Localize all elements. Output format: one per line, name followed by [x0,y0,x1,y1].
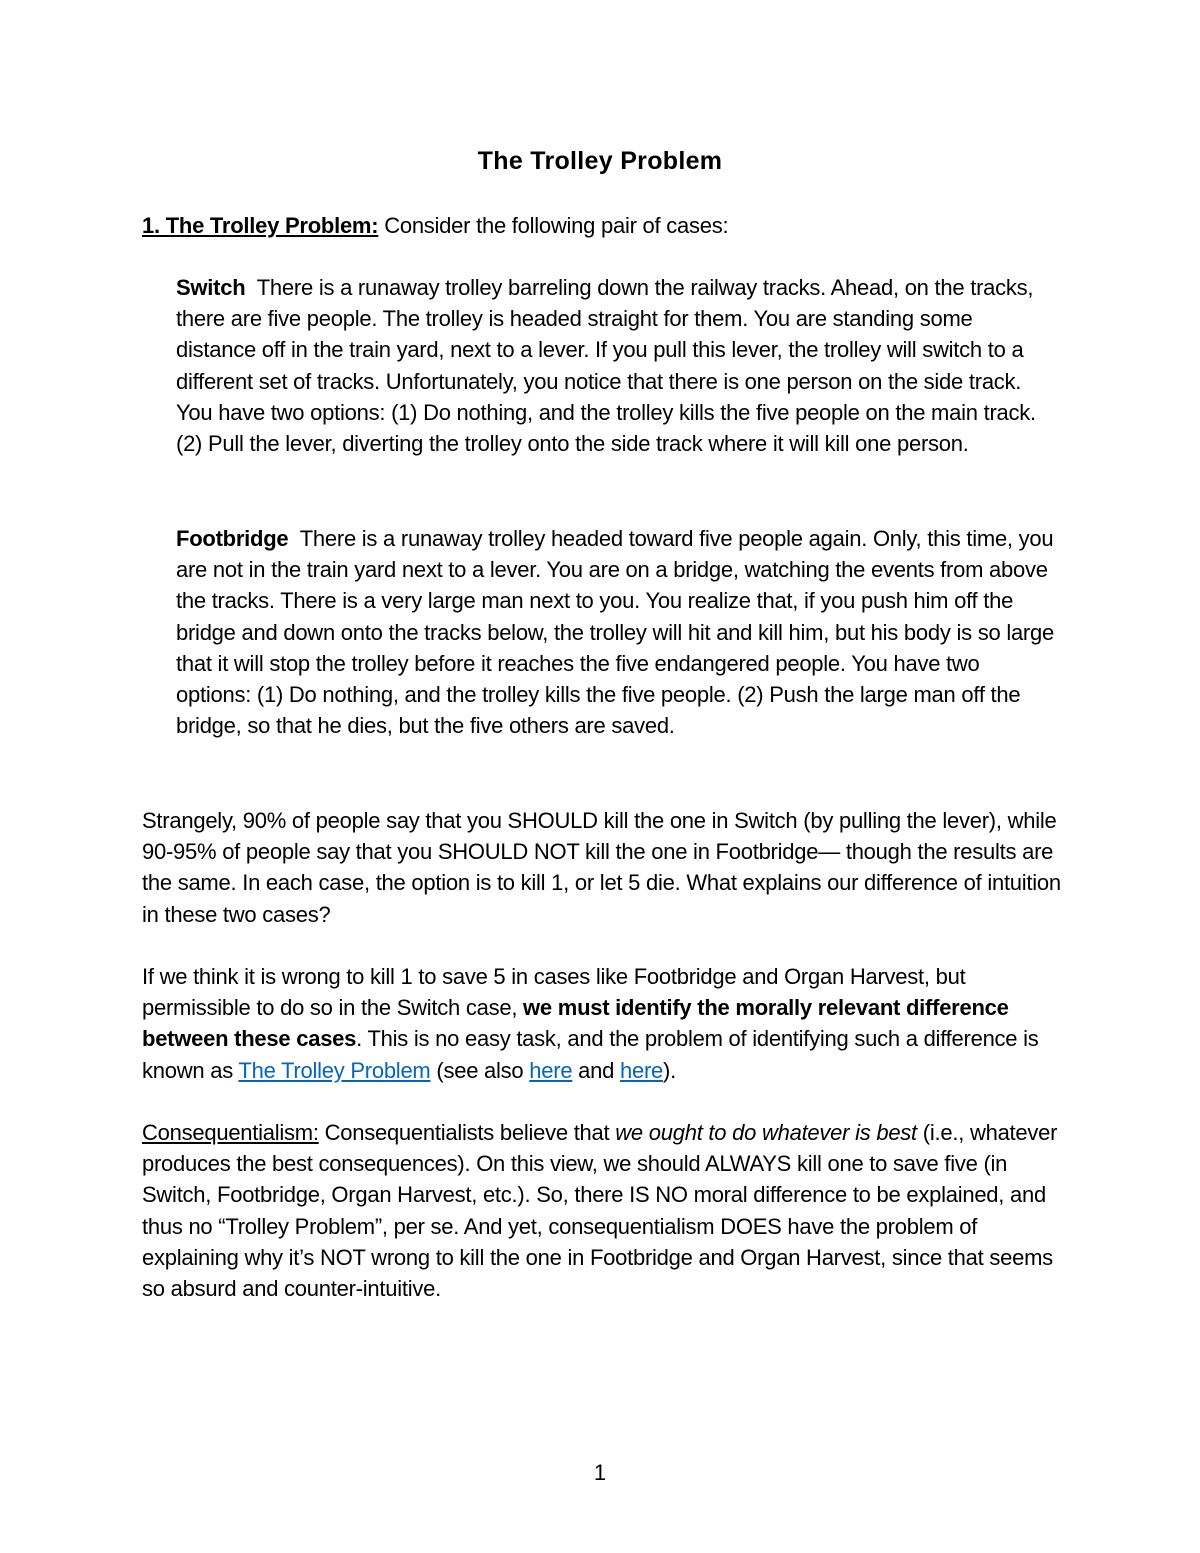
here-link-2[interactable]: here [620,1057,664,1083]
here-link-1[interactable]: here [529,1057,573,1083]
definition-text-1: If we think it is wrong to kill 1 to save 5 in cases like Footbridge and Organ Harvest, but permissible to do so in the Switch case, [142,964,966,1021]
switch-case-text: There is a runaway trolley barreling down the railway tracks. Ahead, on the tracks, there are five people. The trolley is headed straight for them. You are standing some distance off in the train yard, next to a lever. If you pull this lever, the trolley will switch to a different set of tracks. Unfortunately, you notice that there is one person on the side track. You have two options: (1) Do nothing, and the trolley kills the five people on the main track. (2) Pull the lever, diverting the trolley onto the side track where it will kill one person. [176,275,1042,457]
strangely-paragraph: Strangely, 90% of people say that you SHOULD kill the one in Switch (by pulling the lever), while 90-95% of people say that you SHOULD NOT kill the one in Footbridge— though the results are the same. In each case, the option is to kill 1, or let 5 die. What explains our difference of intuition in these two cases? [142,808,1061,927]
definition-text-4: and [572,1057,620,1083]
trolley-problem-definition-paragraph [142,961,1062,1086]
consequentialism-paragraph [142,1117,1062,1304]
section-1-paragraph [142,210,1062,241]
definition-text-2: . This is no easy task, and the problem of identifying such a difference is known as [142,1026,1039,1083]
consequentialism-text-2: (i.e., whatever produces the best consequences). On this view, we should ALWAYS kill one to save five (in Switch, Footbridge, Organ Harvest, etc.). So, there IS NO moral difference to be explained, and thus no “Trolley Problem”, per se. And yet, consequentialism DOES have the problem of explaining why it’s NOT wrong to kill the one in Footbridge and Organ Harvest, since that seems so absurd and counter-intuitive. [142,1120,1058,1302]
definition-bold-text: we must identify the morally relevant difference between these cases [142,995,1009,1052]
switch-case-label: Switch [176,275,246,300]
document-title: The Trolley Problem [477,147,723,175]
consequentialism-italic-text: we ought to do whatever is best [615,1120,917,1145]
page-number: 1 [593,1460,607,1485]
section-1-heading: 1. The Trolley Problem: [142,213,379,238]
definition-text-5: ). [663,1057,676,1083]
footbridge-case-label: Footbridge [176,526,289,551]
footbridge-case-paragraph [176,523,1060,741]
consequentialism-heading: Consequentialism: [142,1120,319,1145]
footbridge-case-text: There is a runaway trolley headed toward five people again. Only, this time, you are not in the train yard next to a lever. You are on a bridge, watching the events from above the tracks. There is a very large man next to you. You realize that, if you push him off the bridge and down onto the tracks below, the trolley will hit and kill him, but his body is so large that it will stop the trolley before it reaches the five endangered people. You have two options: (1) Do nothing, and the trolley kills the five people. (2) Push the large man off the bridge, so that he dies, but the five others are saved. [176,526,1060,739]
consequentialism-text-1: Consequentialists believe that [318,1120,616,1145]
definition-text-3: (see also [430,1057,530,1083]
section-1-intro: Consider the following pair of cases: [378,213,729,238]
trolley-problem-link[interactable]: The Trolley Problem [238,1057,431,1083]
switch-case-paragraph [176,272,1056,459]
